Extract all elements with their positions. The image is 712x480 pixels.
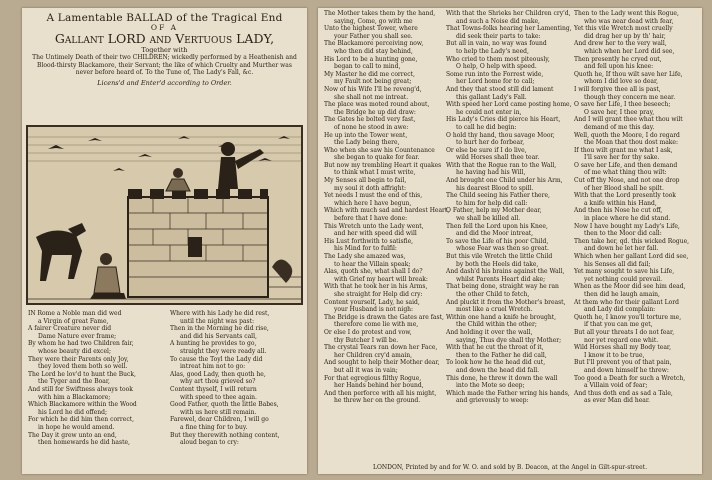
- verse-line: Quoth he, If thou wilt save her Life,: [574, 70, 683, 78]
- verse-line: Yet needs I must the end of this,: [324, 192, 423, 200]
- verse-line: And sought to help their Mother dear,: [324, 359, 440, 367]
- verse-line: in place where he did stand.: [584, 215, 671, 223]
- verse-line: Within one hand a knife he brought,: [446, 313, 557, 321]
- verse-line: IN Rome a Noble man did wed: [28, 310, 122, 317]
- verse-line: did seek their parts to take:: [456, 32, 541, 40]
- verse-line: Dame Nature ever frame;: [38, 332, 117, 340]
- verse-line: And dash'd his brains against the Wall,: [446, 268, 565, 276]
- verse-line: the other Child to fetch,: [456, 290, 530, 298]
- verse-line: and did the Moor intreat,: [456, 230, 534, 238]
- verse-line: a fine thing for to buy.: [180, 423, 248, 431]
- verse-line: Which made the Father wring his hands,: [446, 389, 570, 397]
- left-column-a: [28, 310, 137, 447]
- verse-line: But they therewith nothing content,: [170, 431, 280, 439]
- verse-line: and down himself he threw:: [584, 366, 669, 374]
- verse-line: O save her, I thee pray,: [584, 108, 655, 116]
- verse-line: I'll save her for thy sake.: [584, 154, 660, 162]
- verse-line: Which Blackamore within the Wood: [28, 401, 137, 409]
- verse-line: He up into the Tower went,: [324, 131, 408, 139]
- verse-line: And I will grant thee what thou wilt: [574, 116, 683, 124]
- verse-line: did drag her up by th' hair,: [584, 32, 666, 40]
- verse-line: and Lady did complain:: [584, 306, 656, 314]
- verse-line: But now my trembling Heart it quakes: [324, 161, 442, 169]
- verse-line: Then to the Lady went this Rogue,: [574, 10, 679, 17]
- verse-line: therefore come lie with me,: [334, 321, 419, 329]
- verse-line: with him a Blackamore;: [38, 393, 111, 401]
- verse-line: The Child seeing his Father there,: [446, 192, 550, 200]
- title-line-4: Together with: [141, 46, 188, 54]
- verse-line: Now of his Wife I'll be reveng'd,: [324, 85, 422, 93]
- verse-line: then to the Father he did call,: [456, 351, 547, 359]
- verse-line: though they concern me near.: [584, 93, 676, 101]
- verse-line: His Lord to be a hunting gone,: [324, 55, 418, 63]
- verse-line: then did he laugh amain,: [584, 290, 660, 298]
- verse-line: Yet many sought to save his Life,: [574, 268, 675, 276]
- left-column-b: [170, 310, 279, 447]
- title-line-1: A Lamentable BALLAD of the Tragical End: [46, 12, 283, 24]
- verse-line: The place was moted round about,: [324, 101, 430, 109]
- verse-line: By whom he had two Children fair,: [28, 340, 134, 348]
- verse-line: Now I have bought my Lady's Life,: [574, 222, 680, 230]
- verse-line: I know it to be true,: [584, 351, 645, 359]
- verse-line: Unto the highest Tower, where: [324, 25, 418, 33]
- verse-line: into the Mote so deep;: [456, 382, 525, 390]
- verse-line: whose beauty did excel;: [38, 347, 111, 355]
- verse-line: and did his Servants call,: [180, 332, 257, 340]
- verse-line: A fairer Creature never did: [28, 325, 112, 333]
- verse-line: Good Father, quoth the little Babes,: [170, 401, 279, 409]
- verse-line: this gallant Lady's Fall.: [456, 93, 527, 101]
- verse-line: she straight for Help did cry:: [334, 290, 423, 298]
- verse-line: Content yourself, Lady, he said,: [324, 298, 420, 306]
- woodcut-illustration: [26, 125, 303, 305]
- verse-line: the Tyger and the Boar,: [38, 378, 110, 386]
- verse-line: she shall not me intreat.: [334, 93, 409, 101]
- verse-line: The Mother takes them by the hand,: [324, 10, 436, 17]
- verse-line: he having had his Will,: [456, 169, 526, 177]
- verse-line: his Senses all did fail;: [584, 260, 651, 268]
- verse-line: But this vile Wretch the little Child: [446, 253, 553, 260]
- verse-line: Alas, good Lady, then quoth he,: [170, 370, 266, 378]
- verse-line: to hear the Villain speak;: [334, 260, 411, 268]
- verse-line: And thus doth end as sad a Tale,: [574, 389, 673, 397]
- verse-line: The Gates he bolted very fast,: [324, 116, 416, 124]
- verse-line: the Child within the other;: [456, 321, 537, 329]
- verse-line: O save her Life, I thee beseech;: [574, 101, 671, 109]
- verse-line: my soul it doth affright:: [334, 184, 407, 192]
- verse-line: But all your threats I do not fear,: [574, 328, 675, 336]
- verse-line: intreat him not to go:: [180, 363, 246, 371]
- verse-line: For which he did him then correct,: [28, 416, 135, 424]
- verse-line: Quoth he, I know you'll torture me,: [574, 313, 682, 321]
- verse-line: His Lust forthwith to satisfie,: [324, 237, 414, 245]
- verse-line: and down he let her fall.: [584, 245, 659, 253]
- verse-line: And then perforce with all his might,: [324, 389, 437, 397]
- verse-line: Too good a Death for such a Wretch,: [574, 374, 686, 382]
- verse-line: in hope he would amend.: [38, 423, 115, 431]
- verse-line: My Master he did me correct,: [324, 70, 415, 78]
- title-block: [22, 8, 307, 87]
- verse-line: saying, Come, go with me: [334, 17, 413, 25]
- verse-line: as ever Man did hear.: [584, 397, 650, 405]
- verse-line: And still for Swiftness always took: [28, 385, 133, 393]
- verse-line: Then fell the Lord upon his Knee,: [446, 222, 548, 230]
- verse-line: thy Butcher I will be.: [334, 336, 399, 344]
- verse-line: we shall be killed all.: [456, 215, 521, 223]
- verse-line: then homewards he did haste,: [38, 439, 130, 447]
- verse-line: And holding it over the wall,: [446, 328, 533, 336]
- verse-line: But all in vain, no way was found: [446, 40, 547, 48]
- imprint-line: LONDON, Printed by and for W. O. and sold by B. Deacon, at the Angel in Gilt-spur-street.: [373, 464, 647, 471]
- verse-line: and fell upon his knee:: [584, 63, 654, 71]
- right-column-1: [324, 10, 449, 405]
- verse-line: Who cried to them most piteously,: [446, 55, 550, 63]
- verse-line: The Bridge is drawn the Gates are fast,: [324, 313, 444, 321]
- verse-line: with speed to thee again.: [180, 393, 257, 401]
- verse-line: of her Blood shall be spilt.: [584, 184, 664, 192]
- verse-line: Well, quoth the Moore, I do regard: [574, 131, 680, 139]
- verse-line: of me what thing thou wilt:: [584, 169, 667, 177]
- verse-line: And they that stood still did lament: [446, 85, 554, 93]
- verse-line: who was near dead with fear,: [584, 17, 674, 25]
- verse-line: a Villain void of fear;: [584, 382, 648, 390]
- verse-line: his Lord he did offend;: [38, 408, 107, 416]
- verse-line: by both the Heels did take,: [456, 260, 539, 268]
- verse-line: with Grief my heart will break:: [334, 275, 428, 283]
- verse-line: O save her Life, and then demand: [574, 161, 678, 169]
- verse-line: his dearest Blood to spill.: [456, 184, 534, 192]
- verse-line: but all it was in vain;: [334, 366, 398, 374]
- verse-line: if that you can me get,: [584, 321, 653, 329]
- verse-line: With that the Rogue ran to the Wall,: [446, 161, 557, 169]
- verse-line: wild Horses shall thee tear.: [456, 154, 540, 162]
- verse-line: she began to quake for fear.: [334, 154, 420, 162]
- title-line-3: Gallant LORD and Vertuous LADY,: [54, 31, 275, 46]
- verse-line: until the night was past:: [180, 317, 255, 325]
- verse-line: with us here still remain.: [180, 408, 257, 416]
- verse-line: The crystal Tears ran down her Face,: [324, 344, 438, 352]
- verse-line: The Day it grew unto an end,: [28, 431, 117, 439]
- verse-line: Where with his Lady he did rest,: [170, 310, 270, 317]
- verse-line: yet nothing could prevail.: [584, 275, 663, 283]
- verse-line: to him for help did call:: [456, 199, 528, 207]
- title-line-2: OF A: [150, 23, 179, 32]
- verse-line: and down the head did fall.: [456, 366, 540, 374]
- verse-line: A hunting he provides to go,: [170, 340, 257, 348]
- verse-line: And pluckt it from the Mother's breast,: [446, 298, 566, 306]
- verse-line: With that the Lord presently took: [574, 192, 676, 200]
- verse-line: And brought one Child under his Arm,: [446, 177, 563, 185]
- verse-line: nor yet regard one whit.: [584, 336, 659, 344]
- verse-line: The Lord he lov'd to hunt the Buck,: [28, 370, 136, 378]
- verse-line: This Wretch unto the Lady went,: [324, 222, 424, 230]
- woodcut-tower-scene-icon: [28, 127, 301, 303]
- verse-line: If thou wilt grant me what I ask,: [574, 146, 673, 154]
- verse-line: which here I have begun,: [334, 199, 412, 207]
- verse-line: O Father, help my Mother dear,: [446, 207, 542, 215]
- right-column-2: [446, 10, 572, 405]
- verse-line: Content thyself, I will return: [170, 385, 257, 393]
- verse-line: But I'll prevent you of that pain,: [574, 359, 672, 367]
- verse-line: Which with much sad and hardest Heart,: [324, 207, 450, 215]
- verse-line: O hold thy hand, thou savage Moor,: [446, 131, 555, 139]
- verse-line: With that he cut the throat of it,: [446, 344, 544, 352]
- verse-line: then to the Moor did call:: [584, 230, 662, 238]
- verse-line: My Senses all begin to fail,: [324, 177, 407, 185]
- verse-line: and such a Noise did make,: [456, 17, 540, 25]
- verse-line: With speed her Lord came posting home,: [446, 101, 572, 109]
- verse-line: which when her Lord did see,: [584, 47, 675, 55]
- verse-line: That Towns-folks hearing her Lamenting,: [446, 25, 572, 33]
- verse-line: straight they were ready all.: [180, 347, 267, 355]
- verse-line: a Virgin of great Fame,: [38, 317, 109, 325]
- verse-line: They were their Parents only Joy,: [28, 355, 129, 363]
- verse-line: Or else I do protest and vow,: [324, 328, 412, 336]
- verse-line: Yet this vile Wretch most cruelly: [574, 25, 673, 33]
- verse-line: a knife within his Hand,: [584, 199, 657, 207]
- verse-line: Then in the Morning he did rise,: [170, 325, 269, 333]
- verse-line: Alas, quoth she, what shall I do?: [324, 268, 423, 276]
- licence-line: Licens'd and Enter'd according to Order.: [97, 78, 232, 87]
- verse-line: That being done, straight way he ran: [446, 283, 559, 291]
- verse-line: of none he stood in awe:: [334, 123, 409, 131]
- verse-line: to call he did begin:: [456, 123, 517, 131]
- verse-line: her Children cry'd amain,: [334, 351, 413, 359]
- right-column-3: [574, 10, 689, 405]
- verse-line: he threw her on the ground.: [334, 397, 421, 405]
- verse-line: her Lord home for to call;: [456, 78, 535, 86]
- verse-line: to help the Lady's need,: [456, 47, 529, 55]
- verse-line: why art thou grieved so?: [180, 378, 256, 386]
- verse-line: For that egregious filthy Rogue,: [324, 374, 422, 382]
- verse-line: your Husband is not nigh:: [334, 306, 414, 314]
- verse-line: To look how he the head did cut,: [446, 359, 546, 367]
- verse-line: Then take her, qd. this wicked Rogue,: [574, 237, 690, 245]
- verse-line: And then his Nose he cut off,: [574, 207, 663, 215]
- broadside-left-leaf: [22, 8, 307, 474]
- verse-line: saying, Thus dye shall thy Mother;: [456, 336, 562, 344]
- verse-line: His Lady's Cries did pierce his Heart,: [446, 116, 561, 124]
- verse-line: aloud began to cry:: [180, 439, 239, 447]
- verse-line: before that I have done:: [334, 215, 408, 223]
- verse-line: Then presently he cryed out,: [574, 55, 662, 63]
- verse-line: Or else be sure if I do live,: [446, 146, 527, 154]
- verse-line: they loved them both so well.: [38, 363, 128, 371]
- verse-line: Cut off thy Nose, and not one drop: [574, 177, 680, 185]
- verse-line: your Father you shall see.: [334, 32, 413, 40]
- verse-line: to think what I must write,: [334, 169, 416, 177]
- verse-line: I will forgive thee all is past,: [574, 85, 661, 93]
- verse-line: The Lady she amazed was,: [324, 253, 406, 260]
- verse-line: At them who for their gallant Lord: [574, 298, 679, 306]
- verse-line: This done, he threw it down the wall: [446, 374, 558, 382]
- verse-line: And drew her to the very wall,: [574, 40, 667, 48]
- verse-line: Wild Horses shall my Body tear,: [574, 344, 672, 352]
- verse-line: Which when her gallant Lord did see,: [574, 253, 689, 260]
- verse-line: Some run into the Forrest wide,: [446, 70, 544, 78]
- verse-line: and her with speed did will: [334, 230, 417, 238]
- verse-line: began to call to mind,: [334, 63, 401, 71]
- verse-line: whilst Parents Heart did ake;: [456, 275, 546, 283]
- verse-line: the Moan that thou dost make:: [584, 139, 678, 147]
- verse-line: To save the Life of his poor Child,: [446, 237, 549, 245]
- broadside-right-leaf: [318, 8, 702, 474]
- verse-line: who then did stay behind,: [334, 47, 413, 55]
- verse-line: With that he took her in his Arms,: [324, 283, 428, 291]
- verse-line: The Blackamore perceiving now,: [324, 40, 424, 48]
- verse-line: his Mind for to fulfil:: [334, 245, 397, 253]
- verse-line: whom I did love so dear,: [584, 78, 659, 86]
- verse-line: and grievously to weep:: [456, 397, 529, 405]
- verse-line: Farewel, dear Children, I will go: [170, 416, 269, 424]
- verse-line: the Bridge he up did draw:: [334, 108, 416, 116]
- verse-line: demand of me this day.: [584, 123, 655, 131]
- verse-line: to hurt her do forbear,: [456, 139, 525, 147]
- verse-line: the Lady being there,: [334, 139, 400, 147]
- verse-line: To cause the Toyl the Lady did: [170, 355, 263, 363]
- title-description: The Untimely Death of their two CHILDREN; wickedly performed by a Heathenish and Blood-thirsty Blackamore, their Servant; the like of which Cruelty and Murther was never before heard of. To the Tune of, The Lady's Fall, &c.: [32, 54, 297, 76]
- verse-line: O help, O help with speed.: [456, 63, 537, 71]
- verse-line: most like a cruel Wretch.: [456, 306, 533, 314]
- verse-line: my Fault not being great;: [334, 78, 412, 86]
- verse-line: he could not enter in,: [456, 108, 522, 116]
- verse-line: Who when she saw his Countenance: [324, 146, 435, 154]
- verse-line: whose Fear was then so great.: [456, 245, 549, 253]
- verse-line: her Hands behind her bound,: [334, 382, 424, 390]
- verse-line: When as the Moor did see him dead,: [574, 283, 686, 291]
- verse-line: With that the Shrieks her Children cry'd,: [446, 10, 571, 17]
